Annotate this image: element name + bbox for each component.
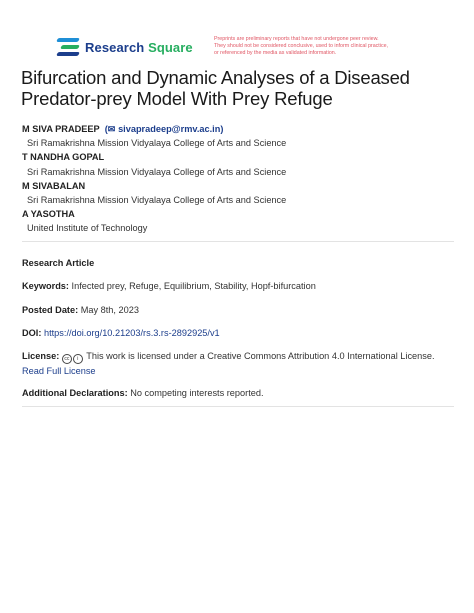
divider [22,241,454,242]
keywords-label: Keywords: [22,281,69,291]
declarations-value: No competing interests reported. [130,388,264,398]
research-square-logo[interactable] [57,38,193,56]
doi-link[interactable]: https://doi.org/10.21203/rs.3.rs-2892925/v1 [43,328,220,338]
license-label: License: [22,351,60,361]
notice-line-3: or referenced by the media as validated information. [214,50,337,56]
license-text: This work is licensed under a Creative Commons Attribution 4.0 International License. [86,351,435,361]
posted-date-label: Posted Date: [22,305,79,315]
keywords [22,279,454,293]
author-name: M SIVABALAN [22,180,86,191]
author-name: M SIVA PRADEEP [22,124,100,134]
author-affiliation: United Institute of Technology [27,223,148,234]
author-email: sivapradeep@rmv.ac.in [118,124,221,134]
license [22,349,454,378]
creative-commons-icon: cc [62,354,72,364]
author-affiliation: Sri Ramakrishna Mission Vidyalaya College of Arts and Science [27,138,287,149]
research-square-logo-icon [57,38,79,56]
logo-text-accent: Square [148,39,193,55]
author-affiliation: Sri Ramakrishna Mission Vidyalaya College of Arts and Science [27,195,287,206]
read-full-license-link[interactable]: Read Full License [22,366,96,376]
author-name: A YASOTHA [22,209,75,220]
author-affiliation: Sri Ramakrishna Mission Vidyalaya College of Arts and Science [27,166,287,177]
article-type-label: Research Article [22,258,95,268]
author-name: T NANDHA GOPAL [22,152,105,163]
envelope-icon: ✉ [107,124,116,134]
logo-text-main: Research [85,39,145,55]
declarations-label: Additional Declarations: [22,388,128,398]
logo-text [85,40,193,55]
notice-line-2: They should not be considered conclusive, used to inform clinical practice, [214,43,389,49]
doi-label: DOI: [22,328,42,338]
page-title: Bifurcation and Dynamic Analyses of a Diseased Predator-prey Model With Prey Refuge [21,67,410,109]
author-email-link[interactable]: (✉ sivapradeep@rmv.ac.in) [102,124,224,134]
keywords-value: Infected prey, Refuge, Equilibrium, Stability, Hopf-bifurcation [71,281,316,291]
attribution-icon: i [73,354,83,364]
doi [22,326,454,340]
divider [22,406,454,407]
preprint-notice [214,36,424,57]
author-1 [22,122,286,136]
additional-declarations [22,386,454,400]
author-list [22,122,286,236]
notice-line-1: Preprints are preliminary reports that have not undergone peer review. [214,36,379,42]
posted-date [22,303,454,317]
posted-date-value: May 8th, 2023 [80,305,139,315]
article-type [22,256,454,270]
